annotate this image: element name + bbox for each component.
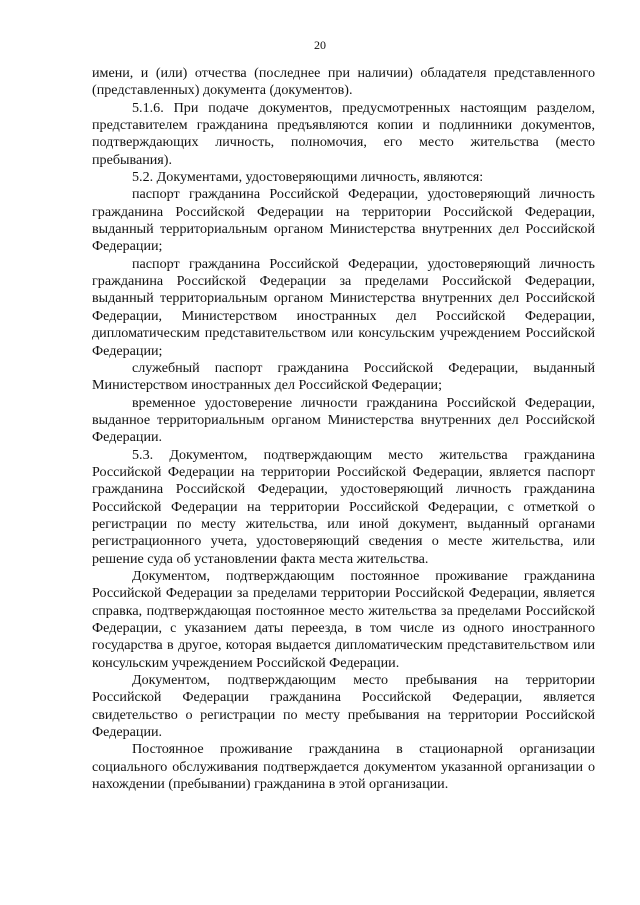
list-item-internal-passport: паспорт гражданина Российской Федерации, удостоверяющий личность гражданина Российской Федерации на территории Российской Федерации, выданный территориальным органом Министерства внутренних дел Российской Федерации; — [92, 186, 595, 255]
page-number: 20 — [314, 38, 326, 52]
list-item-service-passport: служебный паспорт гражданина Российской Федерации, выданный Министерством иностранных дел Российской Федерации; — [92, 359, 595, 394]
paragraph-5-3: 5.3. Документом, подтверждающим место жительства гражданина Российской Федерации на территории Российской Федерации, является паспорт гражданина Российской Федерации, удостоверяющий личность гражданина Российской Федерации на территории Российской Федерации, с отметкой о регистрации по месту жительства, или иной документ, выданный органами регистрационного учета, удостоверяющий сведения о месте жительства, или решение суда об установлении факта места жительства. — [92, 446, 595, 567]
paragraph-place-of-stay: Документом, подтверждающим место пребывания на территории Российской Федерации гражданина Российской Федерации, является свидетельство о регистрации по месту пребывания на территории Российской Федерации. — [92, 672, 595, 741]
paragraph-5-1-6: 5.1.6. При подаче документов, предусмотренных настоящим разделом, представителем гражданина предъявляются копии и подлинники документов, подтверждающих личность, полномочия, его место жительства (место пребывания). — [92, 99, 595, 168]
paragraph-5-2: 5.2. Документами, удостоверяющими личность, являются: — [132, 169, 484, 186]
paragraph-social-service-residence: Постоянное проживание гражданина в стационарной организации социального обслуживания подтверждается документом указанной организации о нахождении (пребывании) гражданина в этой организации. — [92, 741, 595, 793]
paragraph-permanent-residence-abroad: Документом, подтверждающим постоянное проживание гражданина Российской Федерации за пределами территории Российской Федерации, является справка, подтверждающая постоянное место жительства за пределами Российской Федерации, с указанием даты переезда, в том числе из одного иностранного государства в другое, которая выдается дипломатическим представительством или консульским учреждением Российской Федерации. — [92, 567, 595, 671]
list-item-temporary-id: временное удостоверение личности гражданина Российской Федерации, выданное территориальным органом Министерства внутренних дел Российской Федерации. — [92, 394, 595, 446]
list-item-foreign-passport: паспорт гражданина Российской Федерации, удостоверяющий личность гражданина Российской Федерации за пределами Российской Федерации, выданный территориальным органом Министерства внутренних дел Российской Федерации, Министерством иностранных дел Российской Федерации, дипломатическим представительством или консульским учреждением Российской Федерации; — [92, 255, 595, 359]
paragraph-name-continuation: имени, и (или) отчества (последнее при наличии) обладателя представленного (представленных) документа (документов). — [92, 65, 595, 99]
document-body — [92, 65, 595, 793]
